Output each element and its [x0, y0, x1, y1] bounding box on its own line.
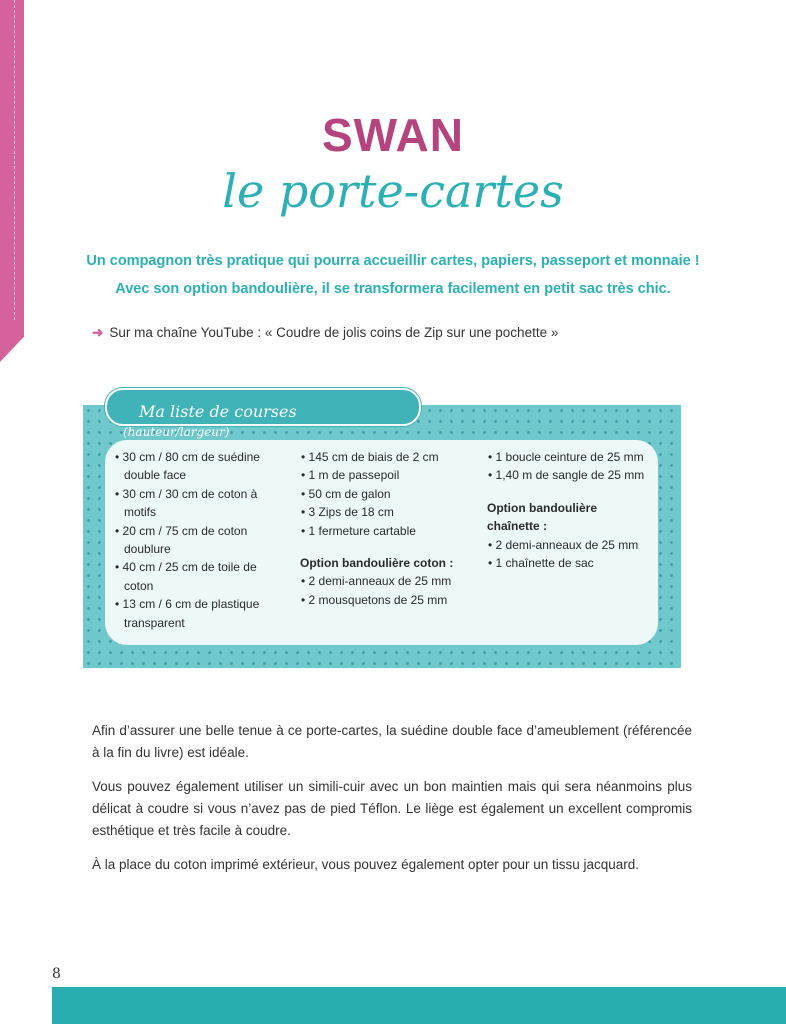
list-item: • 2 mousquetons de 25 mm: [301, 592, 448, 607]
list-item: • 1 boucle ceinture de 25 mm: [488, 450, 644, 464]
youtube-note: [92, 325, 558, 341]
shopping-list-heading: [105, 388, 421, 439]
option-heading: Option bandoulière coton :: [300, 556, 454, 571]
shopping-list-column-3: [487, 448, 657, 572]
intro-line-1: Un compagnon très pratique qui pourra accueillir cartes, papiers, passeport et monnaie !: [86, 253, 700, 269]
list-item: • 145 cm de biais de 2 cm: [301, 450, 439, 464]
footer-bar: [52, 987, 786, 1024]
paragraph: Vous pouvez également utiliser un simili-cuir avec un bon maintien mais qui sera néanmoins plus délicat à coudre si vous n’avez pas de pied Téflon. Le liège est également un excellent compromis esthétique et très facile à coudre.: [92, 779, 692, 838]
list-item: • 2 demi-anneaux de 25 mm: [301, 574, 452, 589]
list-item: • 1 m de passepoil: [301, 468, 400, 483]
page-title: SWAN: [322, 109, 464, 161]
list-item: • 3 Zips de 18 cm: [301, 505, 394, 520]
page-subtitle: le porte-cartes: [222, 164, 564, 218]
list-item: • 1 chaînette de sac: [488, 556, 594, 571]
list-item: • 1 fermeture cartable: [301, 523, 416, 538]
list-item: • 50 cm de galon: [301, 486, 391, 501]
youtube-note-text: Sur ma chaîne YouTube : « Coudre de jolis coins de Zip sur une pochette »: [109, 325, 559, 340]
body-text: [92, 720, 692, 888]
intro-line-2: Avec son option bandoulière, il se transformera facilement en petit sac très chic.: [115, 281, 671, 297]
option-heading: Option bandoulière chaînette :: [487, 500, 597, 534]
list-item: • 30 cm / 80 cm de suédine double face: [115, 450, 260, 483]
list-item: • 1,40 m de sangle de 25 mm: [488, 468, 645, 483]
list-item: • 40 cm / 25 cm de toile de coton: [115, 560, 257, 593]
list-item: • 20 cm / 75 cm de coton doublure: [115, 523, 248, 557]
page-number: 8: [52, 966, 61, 982]
arrow-right-icon: ➜: [92, 325, 104, 340]
list-item: • 13 cm / 6 cm de plastique transparent: [115, 597, 260, 630]
list-item: • 2 demi-anneaux de 25 mm: [488, 537, 639, 552]
shopping-list-title: Ma liste de courses: [139, 402, 297, 421]
shopping-list-column-2: [300, 448, 470, 609]
paragraph: À la place du coton imprimé extérieur, vous pouvez également opter pour un tissu jacquard.: [92, 857, 640, 872]
shopping-list-column-1: [114, 448, 274, 632]
paragraph: Afin d’assurer une belle tenue à ce porte-cartes, la suédine double face d’ameublement (référencée à la fin du livre) est idéale.: [92, 723, 692, 760]
shopping-list-note: (hauteur/largeur): [123, 425, 230, 439]
list-item: • 30 cm / 30 cm de coton à motifs: [115, 486, 258, 520]
intro-text: [60, 247, 726, 303]
